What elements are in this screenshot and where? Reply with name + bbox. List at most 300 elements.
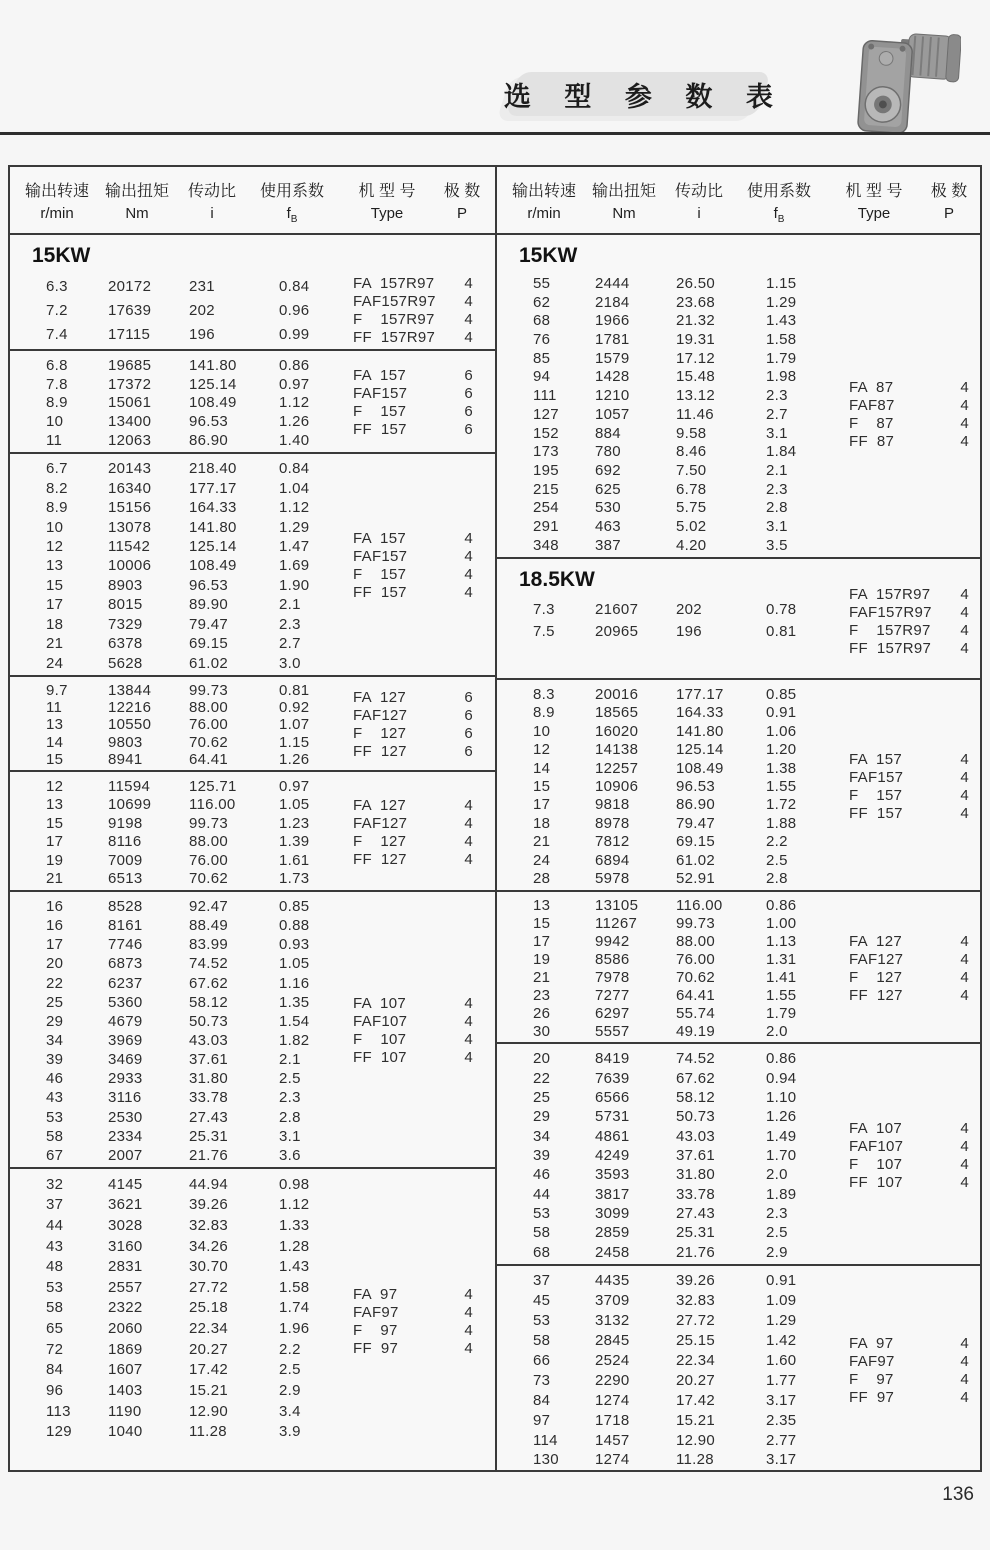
type-model: FF 87 <box>849 432 895 450</box>
type-row <box>353 275 473 293</box>
col-unit-2: i <box>210 205 214 222</box>
output-torque-cell: 12257 <box>595 759 639 777</box>
output-speed-cell: 28 <box>533 870 551 888</box>
ratio-cell: 76.00 <box>189 716 229 734</box>
ratio-cell: 231 <box>189 277 215 295</box>
spec-block <box>497 557 980 678</box>
ratio-cell: 32.83 <box>676 1292 716 1310</box>
pole-count: 4 <box>464 1049 473 1066</box>
output-speed-cell: 16 <box>46 898 64 916</box>
ratio-cell: 26.50 <box>676 274 716 292</box>
service-factor-cell: 1.10 <box>766 1088 797 1106</box>
pole-count: 4 <box>464 814 473 832</box>
output-torque-cell: 6297 <box>595 1004 630 1022</box>
output-speed-cell: 22 <box>533 1069 551 1087</box>
type-model: FAF157R97 <box>849 604 932 621</box>
type-row <box>849 987 969 1005</box>
ratio-cell: 196 <box>189 326 215 344</box>
service-factor-cell: 1.58 <box>766 331 797 349</box>
output-torque-cell: 7329 <box>108 615 143 633</box>
output-torque-cell: 1274 <box>595 1391 630 1409</box>
spec-row <box>497 1023 980 1040</box>
output-torque-cell: 10006 <box>108 557 152 575</box>
output-torque-cell: 1718 <box>595 1411 630 1429</box>
ratio-cell: 27.72 <box>189 1278 229 1296</box>
output-speed-cell: 45 <box>533 1292 551 1310</box>
output-speed-cell: 58 <box>46 1299 64 1317</box>
ratio-cell: 30.70 <box>189 1258 229 1276</box>
spec-row <box>10 1109 495 1126</box>
output-torque-cell: 2831 <box>108 1258 143 1276</box>
type-row <box>849 1138 969 1156</box>
type-row <box>849 933 969 951</box>
table-half-left <box>10 167 495 1470</box>
service-factor-cell: 1.60 <box>766 1352 797 1369</box>
col-header-2: 传动比 <box>674 183 724 200</box>
output-speed-cell: 6.8 <box>46 356 68 374</box>
gear-motor-photo <box>853 26 961 142</box>
ratio-cell: 125.14 <box>189 375 237 393</box>
ratio-cell: 64.41 <box>676 986 716 1004</box>
service-factor-cell: 2.7 <box>279 635 301 653</box>
output-torque-cell: 15156 <box>108 499 152 517</box>
type-row <box>849 751 969 769</box>
service-factor-cell: 2.3 <box>279 615 301 633</box>
type-row <box>849 1353 969 1371</box>
col-unit-3: $f_B$ <box>286 205 298 225</box>
output-torque-cell: 20143 <box>108 460 152 478</box>
spec-block <box>10 770 495 890</box>
pole-count: 6 <box>464 385 473 402</box>
output-torque-cell: 1607 <box>108 1361 143 1379</box>
output-speed-cell: 34 <box>46 1032 64 1050</box>
ratio-cell: 74.52 <box>189 955 229 973</box>
output-speed-cell: 20 <box>533 1050 551 1068</box>
service-factor-cell: 0.92 <box>279 699 310 717</box>
service-factor-cell: 3.0 <box>279 654 301 672</box>
type-model: FF 127 <box>353 850 407 868</box>
output-speed-cell: 37 <box>533 1272 551 1290</box>
col-header-4: 机 型 号 <box>358 183 416 200</box>
spec-row <box>10 499 495 516</box>
ratio-cell: 89.90 <box>189 596 229 614</box>
pole-count: 4 <box>960 968 969 986</box>
service-factor-cell: 0.86 <box>766 897 797 915</box>
output-torque-cell: 2290 <box>595 1371 630 1389</box>
output-torque-cell: 7812 <box>595 833 630 851</box>
output-speed-cell: 46 <box>533 1166 551 1184</box>
service-factor-cell: 0.81 <box>279 682 310 700</box>
service-factor-cell: 1.13 <box>766 933 797 951</box>
output-torque-cell: 2334 <box>108 1127 143 1145</box>
output-torque-cell: 884 <box>595 424 621 442</box>
spec-rows-area <box>497 1269 980 1472</box>
output-speed-cell: 14 <box>533 759 551 777</box>
ratio-cell: 33.78 <box>676 1185 716 1203</box>
type-model: F 87 <box>849 414 894 432</box>
service-factor-cell: 2.5 <box>279 1070 301 1088</box>
type-model: F 157R97 <box>353 310 435 328</box>
output-speed-cell: 53 <box>533 1205 551 1223</box>
col-header-3: 使用系数 <box>746 183 812 200</box>
output-torque-cell: 6513 <box>108 870 143 888</box>
service-factor-cell: 1.05 <box>279 796 310 814</box>
type-row <box>849 769 969 787</box>
service-factor-cell: 1.43 <box>279 1258 310 1276</box>
output-torque-cell: 13078 <box>108 518 152 536</box>
spec-row <box>10 975 495 992</box>
type-model: FAF97 <box>849 1352 895 1370</box>
output-torque-cell: 2530 <box>108 1108 143 1126</box>
type-row <box>849 379 969 397</box>
model-type-list <box>353 1286 473 1358</box>
pole-count: 4 <box>960 622 969 639</box>
pole-count: 4 <box>960 604 969 621</box>
spec-row <box>10 1176 495 1193</box>
output-speed-cell: 215 <box>533 480 559 498</box>
output-torque-cell: 8015 <box>108 596 143 614</box>
service-factor-cell: 1.96 <box>279 1320 310 1338</box>
output-torque-cell: 14138 <box>595 741 639 759</box>
output-speed-cell: 195 <box>533 462 559 480</box>
output-speed-cell: 15 <box>46 750 64 768</box>
output-torque-cell: 4145 <box>108 1175 143 1193</box>
ratio-cell: 92.47 <box>189 898 229 916</box>
service-factor-cell: 0.91 <box>766 704 797 722</box>
spec-block <box>497 235 980 557</box>
output-torque-cell: 10699 <box>108 796 152 814</box>
service-factor-cell: 0.86 <box>279 356 310 374</box>
type-model: FF 157 <box>353 584 407 601</box>
service-factor-cell: 3.5 <box>766 536 788 554</box>
output-speed-cell: 13 <box>533 897 551 915</box>
type-model: FA 107 <box>353 995 406 1012</box>
ratio-cell: 177.17 <box>676 685 724 703</box>
model-type-list <box>849 751 969 823</box>
pole-count: 4 <box>464 832 473 850</box>
type-model: FAF107 <box>353 1013 408 1030</box>
pole-count: 4 <box>960 586 969 603</box>
pole-count: 4 <box>464 584 473 601</box>
spec-row <box>497 350 980 367</box>
ratio-cell: 9.58 <box>676 424 707 442</box>
pole-count: 4 <box>464 530 473 547</box>
output-speed-cell: 7.3 <box>533 600 555 618</box>
service-factor-cell: 2.8 <box>766 499 788 517</box>
service-factor-cell: 2.7 <box>766 405 788 423</box>
service-factor-cell: 1.72 <box>766 796 797 814</box>
output-torque-cell: 2933 <box>108 1070 143 1088</box>
type-row <box>353 707 473 725</box>
ratio-cell: 19.31 <box>676 331 716 349</box>
output-torque-cell: 3709 <box>595 1292 630 1310</box>
output-speed-cell: 25 <box>533 1088 551 1106</box>
spec-row <box>10 1070 495 1087</box>
service-factor-cell: 1.23 <box>279 814 310 832</box>
type-row <box>849 586 969 604</box>
service-factor-cell: 1.26 <box>766 1108 797 1126</box>
ratio-cell: 108.49 <box>189 557 237 575</box>
ratio-cell: 70.62 <box>189 870 229 888</box>
output-torque-cell: 8528 <box>108 898 143 916</box>
pole-count: 4 <box>960 1388 969 1406</box>
output-torque-cell: 8978 <box>595 814 630 832</box>
output-torque-cell: 8941 <box>108 750 143 768</box>
type-row <box>353 530 473 548</box>
ratio-cell: 108.49 <box>676 759 724 777</box>
ratio-cell: 76.00 <box>676 951 716 969</box>
service-factor-cell: 1.12 <box>279 394 310 412</box>
service-factor-cell: 3.1 <box>279 1127 301 1145</box>
col-unit-5: P <box>456 205 468 222</box>
type-model: FF 97 <box>353 1340 399 1357</box>
output-speed-cell: 18 <box>46 615 64 633</box>
output-torque-cell: 1428 <box>595 368 630 386</box>
ratio-cell: 202 <box>676 600 702 618</box>
col-unit-4: Type <box>857 205 891 222</box>
spec-row <box>10 1147 495 1164</box>
type-model: F 127 <box>353 832 407 850</box>
ratio-cell: 15.48 <box>676 368 716 386</box>
ratio-cell: 37.61 <box>189 1051 229 1069</box>
model-type-list <box>353 275 473 347</box>
output-torque-cell: 8419 <box>595 1050 630 1068</box>
spec-row <box>497 1070 980 1087</box>
service-factor-cell: 3.1 <box>766 518 788 536</box>
spec-block <box>497 678 980 890</box>
ratio-cell: 88.00 <box>676 933 716 951</box>
output-torque-cell: 15061 <box>108 394 152 412</box>
type-row <box>353 1031 473 1049</box>
output-torque-cell: 13844 <box>108 682 152 700</box>
type-row <box>353 995 473 1013</box>
model-type-list <box>849 1335 969 1407</box>
ratio-cell: 37.61 <box>676 1146 716 1164</box>
output-torque-cell: 5978 <box>595 870 630 888</box>
ratio-cell: 25.31 <box>676 1224 716 1242</box>
ratio-cell: 218.40 <box>189 460 237 478</box>
service-factor-cell: 3.17 <box>766 1391 797 1409</box>
type-model: FF 97 <box>849 1388 895 1406</box>
output-speed-cell: 53 <box>533 1312 551 1330</box>
spec-row <box>497 870 980 887</box>
service-factor-cell: 3.4 <box>279 1402 301 1420</box>
selection-parameter-table <box>8 165 982 1472</box>
spec-block <box>10 1167 495 1472</box>
output-torque-cell: 7277 <box>595 986 630 1004</box>
output-speed-cell: 7.8 <box>46 375 68 393</box>
pole-count: 4 <box>960 786 969 804</box>
service-factor-cell: 1.26 <box>279 413 310 431</box>
service-factor-cell: 0.88 <box>279 917 310 935</box>
ratio-cell: 22.34 <box>676 1352 716 1369</box>
ratio-cell: 67.62 <box>676 1069 716 1087</box>
output-torque-cell: 18565 <box>595 704 639 722</box>
power-section-label: 18.5KW <box>519 568 595 591</box>
spec-row <box>497 294 980 311</box>
col-header-1: 输出扭矩 <box>591 183 657 200</box>
output-torque-cell: 5628 <box>108 654 143 672</box>
spec-rows-area <box>10 354 495 452</box>
ratio-cell: 125.14 <box>676 741 724 759</box>
service-factor-cell: 1.88 <box>766 814 797 832</box>
type-model: FA 157 <box>849 750 902 768</box>
output-torque-cell: 4679 <box>108 1012 143 1030</box>
output-speed-cell: 12 <box>533 741 551 759</box>
output-speed-cell: 14 <box>46 733 64 751</box>
service-factor-cell: 1.42 <box>766 1332 797 1350</box>
output-speed-cell: 7.4 <box>46 326 68 344</box>
ratio-cell: 8.46 <box>676 443 707 461</box>
type-model: FAF127 <box>353 814 408 832</box>
ratio-cell: 22.34 <box>189 1320 229 1338</box>
ratio-cell: 79.47 <box>676 814 716 832</box>
output-torque-cell: 13105 <box>595 897 639 915</box>
ratio-cell: 164.33 <box>189 499 237 517</box>
spec-row <box>10 1128 495 1145</box>
output-speed-cell: 129 <box>46 1423 72 1441</box>
output-speed-cell: 9.7 <box>46 682 68 700</box>
output-torque-cell: 8116 <box>108 833 142 851</box>
type-model: F 127 <box>353 725 407 742</box>
output-torque-cell: 2184 <box>595 293 630 311</box>
ratio-cell: 50.73 <box>676 1108 716 1126</box>
type-model: FAF157 <box>353 385 408 402</box>
output-speed-cell: 6.7 <box>46 460 68 478</box>
output-speed-cell: 13 <box>46 796 64 814</box>
output-torque-cell: 387 <box>595 536 621 554</box>
ratio-cell: 202 <box>189 301 215 319</box>
type-model: F 157 <box>353 566 407 583</box>
pole-count: 4 <box>464 1013 473 1030</box>
service-factor-cell: 3.9 <box>279 1423 301 1441</box>
pole-count: 4 <box>960 378 969 396</box>
output-speed-cell: 25 <box>46 993 64 1011</box>
pole-count: 4 <box>960 1370 969 1388</box>
output-speed-cell: 15 <box>533 777 551 795</box>
output-speed-cell: 152 <box>533 424 559 442</box>
ratio-cell: 67.62 <box>189 974 229 992</box>
service-factor-cell: 1.40 <box>279 432 310 450</box>
ratio-cell: 99.73 <box>189 814 229 832</box>
service-factor-cell: 0.85 <box>766 685 797 703</box>
pole-count: 4 <box>960 640 969 657</box>
type-row <box>353 421 473 439</box>
ratio-cell: 125.71 <box>189 777 237 795</box>
output-speed-cell: 127 <box>533 405 559 423</box>
spec-row <box>497 723 980 740</box>
output-torque-cell: 1190 <box>108 1402 142 1420</box>
col-header-5: 极 数 <box>930 183 968 200</box>
ratio-cell: 61.02 <box>676 851 716 869</box>
service-factor-cell: 1.31 <box>766 951 797 969</box>
ratio-cell: 12.90 <box>676 1431 716 1449</box>
type-model: F 97 <box>849 1370 894 1388</box>
ratio-cell: 13.12 <box>676 387 716 405</box>
spec-row <box>10 1217 495 1234</box>
spec-rows-area <box>10 680 495 770</box>
model-type-list <box>353 530 473 602</box>
page-number: 136 <box>942 1484 974 1505</box>
output-speed-cell: 19 <box>533 951 551 969</box>
output-torque-cell: 3817 <box>595 1185 630 1203</box>
type-row <box>849 433 969 451</box>
spec-row <box>10 1238 495 1255</box>
type-row <box>849 604 969 622</box>
service-factor-cell: 2.0 <box>766 1166 788 1184</box>
output-torque-cell: 9818 <box>595 796 630 814</box>
output-speed-cell: 32 <box>46 1175 64 1193</box>
spec-block <box>10 452 495 675</box>
spec-row <box>497 312 980 329</box>
output-speed-cell: 20 <box>46 955 64 973</box>
spec-row <box>497 704 980 721</box>
ratio-cell: 99.73 <box>676 915 716 933</box>
ratio-cell: 21.76 <box>676 1243 716 1261</box>
col-unit-2: i <box>697 205 701 222</box>
ratio-cell: 70.62 <box>676 968 716 986</box>
output-speed-cell: 85 <box>533 349 551 367</box>
pole-count: 4 <box>960 1137 969 1155</box>
service-factor-cell: 1.79 <box>766 349 797 367</box>
output-speed-cell: 21 <box>533 833 551 851</box>
output-torque-cell: 530 <box>595 499 621 517</box>
ratio-cell: 61.02 <box>189 654 229 672</box>
col-header-2: 传动比 <box>187 183 237 200</box>
output-speed-cell: 62 <box>533 293 551 311</box>
output-speed-cell: 65 <box>46 1320 64 1338</box>
ratio-cell: 17.12 <box>676 349 716 367</box>
output-speed-cell: 13 <box>46 557 64 575</box>
spec-row <box>10 1361 495 1378</box>
service-factor-cell: 1.16 <box>279 974 310 992</box>
output-speed-cell: 17 <box>533 933 551 951</box>
ratio-cell: 39.26 <box>676 1272 716 1290</box>
pole-count: 4 <box>960 986 969 1004</box>
output-torque-cell: 2322 <box>108 1299 143 1317</box>
type-model: FF 157 <box>353 421 407 438</box>
ratio-cell: 33.78 <box>189 1089 229 1107</box>
ratio-cell: 23.68 <box>676 293 716 311</box>
spec-row <box>497 1292 980 1309</box>
spec-row <box>497 686 980 703</box>
pole-count: 4 <box>960 768 969 786</box>
pole-count: 4 <box>464 274 473 292</box>
output-speed-cell: 58 <box>533 1332 551 1350</box>
service-factor-cell: 0.97 <box>279 777 310 795</box>
service-factor-cell: 1.38 <box>766 759 797 777</box>
spec-row <box>497 1205 980 1222</box>
output-torque-cell: 4435 <box>595 1272 630 1290</box>
spec-row <box>10 1196 495 1213</box>
output-speed-cell: 30 <box>533 1022 551 1040</box>
spec-row <box>497 1432 980 1449</box>
model-type-list <box>849 933 969 1005</box>
output-torque-cell: 1040 <box>108 1423 143 1441</box>
output-speed-cell: 58 <box>46 1127 64 1145</box>
ratio-cell: 11.46 <box>676 405 714 423</box>
service-factor-cell: 0.84 <box>279 277 310 295</box>
output-torque-cell: 2444 <box>595 274 630 292</box>
service-factor-cell: 0.94 <box>766 1069 797 1087</box>
output-speed-cell: 84 <box>46 1361 64 1379</box>
col-header-4: 机 型 号 <box>845 183 903 200</box>
spec-row <box>497 462 980 479</box>
service-factor-cell: 0.96 <box>279 301 310 319</box>
output-torque-cell: 1403 <box>108 1381 143 1399</box>
output-speed-cell: 21 <box>46 635 64 653</box>
ratio-cell: 108.49 <box>189 394 237 412</box>
